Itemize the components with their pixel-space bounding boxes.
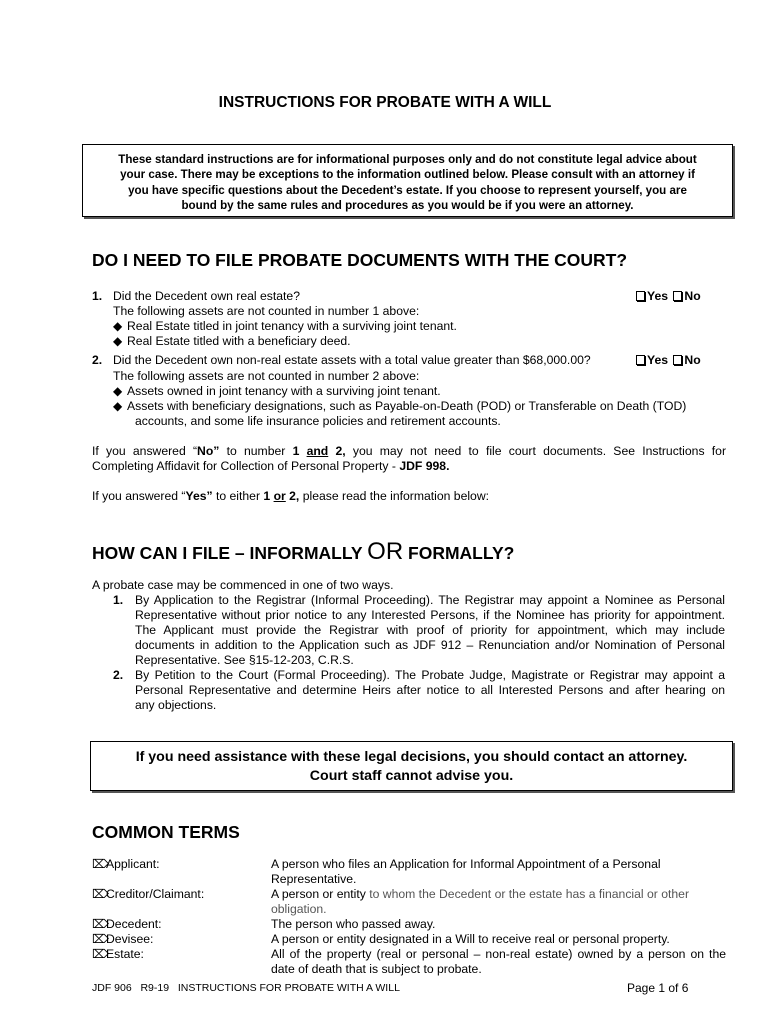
question-1: Did the Decedent own real estate? <box>113 289 300 303</box>
no-label: No <box>684 289 701 303</box>
question-number: 2. <box>92 353 103 367</box>
term-label: ⌦Estate: <box>92 947 144 961</box>
diamond-bullet-icon: ◆ <box>113 399 123 413</box>
q2-yes-checkbox[interactable] <box>636 355 645 365</box>
page-number: Page 1 of 6 <box>627 981 689 995</box>
pointer-box-icon: ⌦ <box>92 857 109 871</box>
filing-option-formal: By Petition to the Court (Formal Proceeding). The Probate Judge, Magistrate or Registrar may appoint a Personal Representative and determine Heirs after notice to all Interested Persons and after hearing on any objections. <box>135 668 725 712</box>
pointer-box-icon: ⌦ <box>92 947 109 961</box>
term-definition: A person or entity to whom the Decedent or the estate has a financial or other obligation. <box>271 887 690 916</box>
question-number: 1. <box>92 289 103 303</box>
diamond-bullet-icon: ◆ <box>113 319 123 333</box>
filing-option-informal: By Application to the Registrar (Informal Proceeding). The Registrar may appoint a Nominee as Personal Representative without prior notice to any Interested Persons, if the Nominee has priority for appointment. The Applicant must provide the Registrar with proof of priority for appointment, which may include documents in addition to the Application such as JDF 912 – Renunciation and/or Nomination of Personal Representative. See §15-12-203, C.R.S. <box>135 593 725 667</box>
footer-form-info: JDF 906 R9-19 INSTRUCTIONS FOR PROBATE WITH A WILL <box>92 982 400 994</box>
disclaimer-line: These standard instructions are for informational purposes only and do not constitute legal advice about <box>118 153 697 166</box>
list-item: Real Estate titled in joint tenancy with a surviving joint tenant. <box>127 319 457 333</box>
term-definition: The person who passed away. <box>271 917 436 931</box>
term-label: ⌦Applicant: <box>92 857 160 871</box>
list-item-continued: accounts, and some life insurance policies and retirement accounts. <box>135 414 501 428</box>
notice-line: If you need assistance with these legal decisions, you should contact an attorney. <box>135 749 688 765</box>
disclaimer-line: bound by the same rules and procedures as you would be if you were an attorney. <box>181 199 634 213</box>
section-heading-need-to-file: DO I NEED TO FILE PROBATE DOCUMENTS WITH THE COURT? <box>92 250 628 270</box>
answered-yes-paragraph: If you answered “Yes” to either 1 or 2, please read the information below: <box>92 489 490 503</box>
term-label: ⌦Decedent: <box>92 917 162 931</box>
q1-no-checkbox[interactable] <box>673 291 682 301</box>
notice-line: Court staff cannot advise you. <box>309 767 514 784</box>
term-label: ⌦Creditor/Claimant: <box>92 887 205 901</box>
q1-yes-checkbox[interactable] <box>636 291 645 301</box>
diamond-bullet-icon: ◆ <box>113 334 123 348</box>
term-definition: A person or entity designated in a Will to receive real or personal property. <box>271 932 670 946</box>
diamond-bullet-icon: ◆ <box>113 384 123 398</box>
disclaimer-box <box>82 144 733 217</box>
form-reference: JDF 998. <box>399 459 450 474</box>
disclaimer-line: your case. There may be exceptions to the information outlined below. Please consult with an attorney if <box>120 168 695 182</box>
term-definition: A person who files an Application for Informal Appointment of a Personal Representative. <box>271 857 661 886</box>
yes-label: Yes <box>647 353 669 367</box>
list-item: Assets with beneficiary designations, such as Payable-on-Death (POD) or Transferable on Death (TOD) <box>127 399 687 413</box>
section-heading-how-to-file: HOW CAN I FILE – INFORMALLY OR FORMALLY? <box>92 538 515 565</box>
list-item: Real Estate titled with a beneficiary deed. <box>127 334 351 348</box>
no-label: No <box>684 353 701 367</box>
item-number: 1. <box>113 593 124 607</box>
q1-checkboxes <box>636 289 701 303</box>
list-item: Assets owned in joint tenancy with a surviving joint tenant. <box>127 384 441 398</box>
section2-intro: A probate case may be commenced in one of two ways. <box>92 578 394 592</box>
term-definition: All of the property (real or personal – non-real estate) owned by a person on the date of death that is subject to probate. <box>271 947 726 976</box>
item-number: 2. <box>113 668 124 682</box>
pointer-box-icon: ⌦ <box>92 887 109 901</box>
disclaimer-line: you have specific questions about the Decedent’s estate. If you choose to represent yourself, you are <box>128 183 687 197</box>
q2-no-checkbox[interactable] <box>673 355 682 365</box>
page-title: INSTRUCTIONS FOR PROBATE WITH A WILL <box>218 94 552 111</box>
answered-no-paragraph: If you answered “No” to number 1 and 2, you may not need to file court documents. See Instructions for Completing Affidavit for Collection of Personal Property - JDF 998. <box>92 444 726 474</box>
attorney-notice-box <box>90 741 733 791</box>
q2-checkboxes <box>636 353 701 367</box>
term-label: ⌦Devisee: <box>92 932 154 946</box>
q2-intro: The following assets are not counted in number 2 above: <box>113 369 420 383</box>
section-heading-common-terms: COMMON TERMS <box>92 822 240 842</box>
yes-label: Yes <box>647 289 669 303</box>
pointer-box-icon: ⌦ <box>92 932 109 946</box>
pointer-box-icon: ⌦ <box>92 917 109 931</box>
q1-intro: The following assets are not counted in number 1 above: <box>113 304 420 318</box>
question-2: Did the Decedent own non-real estate assets with a total value greater than $68,000.00? <box>113 353 591 367</box>
